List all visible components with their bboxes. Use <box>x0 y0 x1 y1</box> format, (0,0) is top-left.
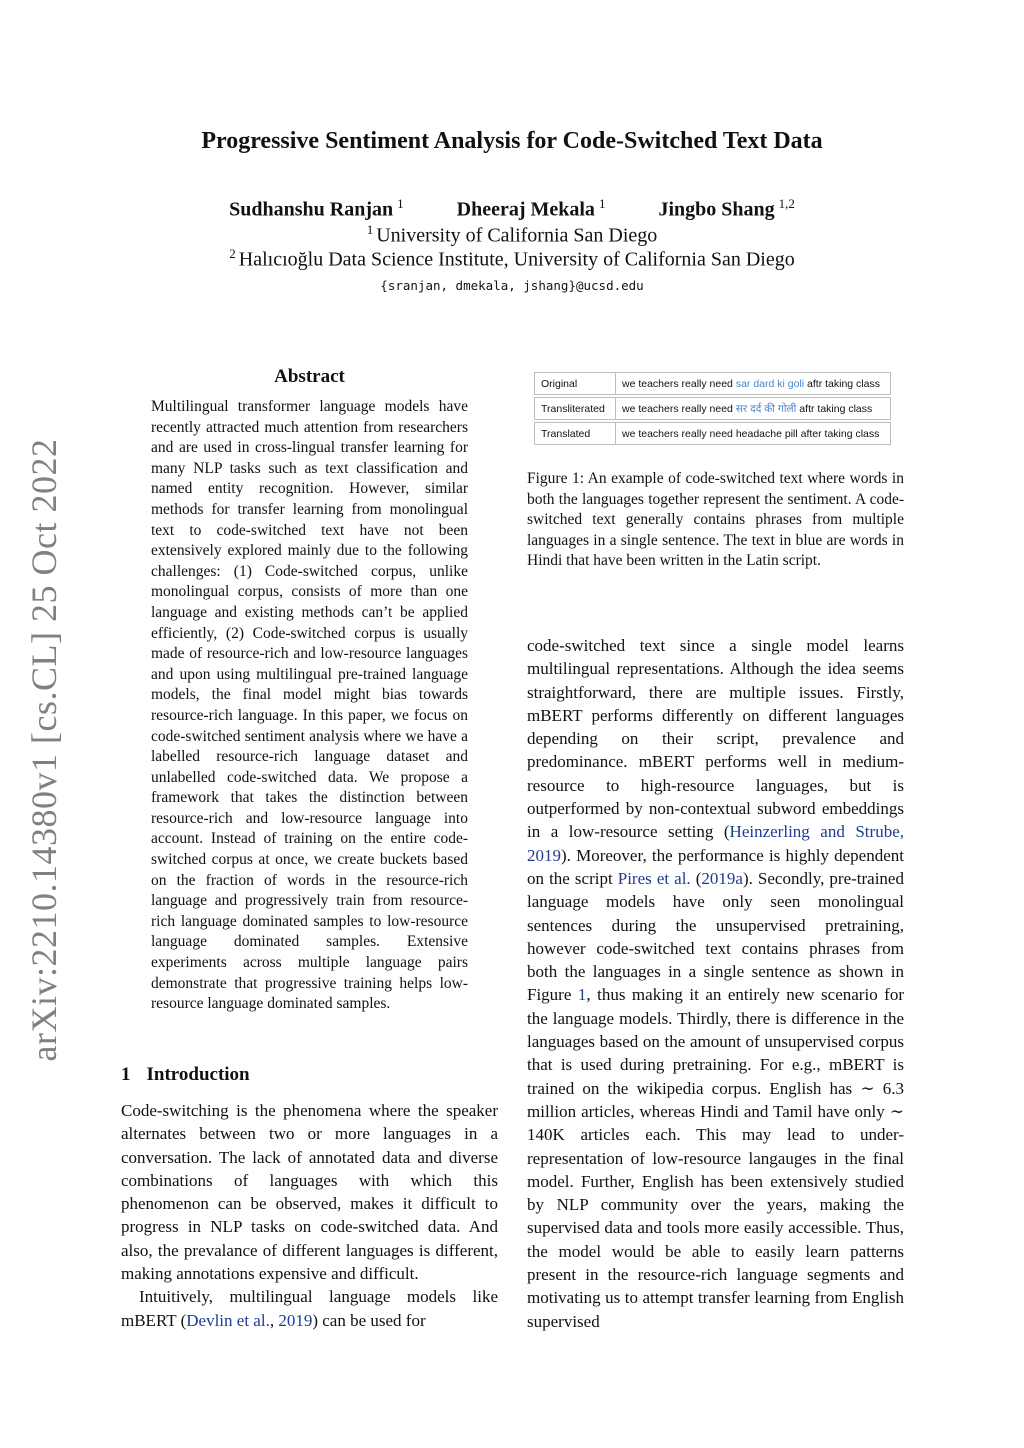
hindi-phrase: sar dard ki goli <box>735 377 805 390</box>
author-emails: {sranjan, dmekala, jshang}@ucsd.edu <box>380 278 644 293</box>
affiliation <box>0 246 1024 272</box>
citation-link[interactable]: Pires et al. <box>617 868 691 888</box>
body-paragraph <box>527 634 904 1333</box>
row-label: Transliterated <box>535 398 616 420</box>
citation-link[interactable]: Heinzerling and Strube, 2019 <box>527 822 904 865</box>
text-span: Intuitively, multilingual language models like mBERT ( <box>121 1287 498 1330</box>
section-heading <box>121 1064 250 1086</box>
table-row <box>535 423 891 445</box>
arxiv-sidebar <box>14 250 74 1250</box>
section-title: Introduction <box>146 1064 250 1085</box>
text-span: , <box>269 1310 279 1330</box>
author-name: Sudhanshu Ranjan <box>229 198 394 221</box>
text-span: , thus making it an entirely new scenario for the language models. Thirdly, there is difference in the languages based on the amount of unsupervised corpus that is used during pretraining. For e.g., mBERT is trained on the wikipedia corpus. English has ∼ 6.3 million articles, whereas Hindi and Tamil have only ∼ 140K articles each. This may lead to under-representation of low-resource langauges in the final model. Further, English has been extensively studied by NLP community over the years, making the supervised data and tools more easily accessible. Thus, the model would be able to easily learn patterns present in the resource-rich language segments and motivating us to attempt transfer learning from English supervised <box>527 985 904 1331</box>
figure-1-caption: Figure 1: An example of code-switched text where words in both the languages together represent the sentiment. A code-switched text generally contains phrases from multiple languages in a single sentence. The text in blue are words in Hindi that have been written in the Latin script. <box>527 470 904 570</box>
abstract-text: Multilingual transformer language models have recently attracted much attention from researchers and are used in cross-lingual transfer learning for many NLP tasks such as text classification and named entity recognition. However, similar methods for transfer learning from monolingual text to code-switched text have not been extensively explored mainly due to the following challenges: (1) Code-switched corpus, unlike monolingual corpus, consists of more than one language and existing methods can’t be applied efficiently, (2) Code-switched corpus is usually made of resource-rich and low-resource languages and upon using multilingual pre-trained language models, the final model might bias towards resource-rich language. In this paper, we focus on code-switched sentiment analysis where we have a labelled resource-rich language dataset and unlabelled code-switched data. We propose a framework that takes the distinction between resource-rich and low-resource language into account. Instead of training on the entire code-switched corpus at once, we create buckets based on the fraction of words in the resource-rich language and progressively train from resource-rich language dominated samples to low-resource language dominated samples. Extensive experiments across multiple language pairs demonstrate that progressive training helps low-resource language dominated samples. <box>151 398 468 1013</box>
citation-link[interactable]: 2019a <box>701 868 743 888</box>
row-label: Original <box>535 373 616 395</box>
citation-link[interactable]: Devlin et al. <box>186 1310 270 1330</box>
figure-reference-link[interactable]: 1 <box>577 985 587 1005</box>
row-label: Translated <box>535 423 616 445</box>
intro-left-column <box>121 1099 498 1332</box>
affiliation-text: University of California San Diego <box>376 224 658 247</box>
abstract-heading: Abstract <box>274 366 345 387</box>
intro-right-column <box>527 634 904 1333</box>
row-text <box>616 373 891 395</box>
author-affiliation-mark: 1 <box>598 196 606 211</box>
author-list <box>0 196 1024 222</box>
paper-title: Progressive Sentiment Analysis for Code-Switched Text Data <box>201 128 823 154</box>
table-row <box>535 373 891 395</box>
author-affiliation-mark: 1,2 <box>778 196 795 211</box>
author <box>658 196 794 222</box>
intro-paragraph <box>121 1285 498 1332</box>
author-affiliation-mark: 1 <box>397 196 404 211</box>
affiliation-text: Halıcıoğlu Data Science Institute, University of California San Diego <box>238 248 795 271</box>
author <box>457 196 606 222</box>
affiliation-mark: 1 <box>366 222 374 237</box>
affiliation-mark: 2 <box>229 246 236 261</box>
table-row <box>535 398 891 420</box>
text-span: we teachers really need <box>622 402 736 415</box>
intro-paragraph: Code-switching is the phenomena where the speaker alternates between two or more languages in a conversation. The lack of annotated data and diverse combinations of languages with which this phenomenon can be observed, makes it difficult to progress in NLP tasks on code-switched data. And also, the prevalance of different languages is different, making annotations expensive and difficult. <box>121 1101 498 1284</box>
text-span: aftr taking class <box>796 402 873 415</box>
text-span: code-switched text since a single model learns multilingual representations. Although the idea seems straightforward, there are multiple issues. Firstly, mBERT performs differently on different languages depending on their script, prevalence and predominance. mBERT performs well in medium-resource to high-resource languages, but is outperformed by non-contextual subword embeddings in a low-resource setting ( <box>527 636 904 842</box>
citation-link[interactable]: 2019 <box>278 1310 313 1330</box>
text-span: ) can be used for <box>312 1310 426 1330</box>
text-span: ). Moreover, the performance is highly dependent on the script <box>527 845 904 888</box>
row-text <box>616 398 891 420</box>
arxiv-id: arXiv:2210.14380v1 [cs.CL] 25 Oct 2022 <box>24 438 64 1062</box>
section-number: 1 <box>121 1064 131 1085</box>
text-span: we teachers really need <box>622 377 736 390</box>
hindi-phrase: सर दर्द की गोली <box>735 402 797 415</box>
figure-1-table <box>534 372 891 445</box>
row-text <box>616 423 891 445</box>
text-span: ( <box>690 868 702 888</box>
author <box>229 196 404 222</box>
author-name: Dheeraj Mekala <box>456 198 595 221</box>
text-span: ). Secondly, pre-trained language models have only seen monolingual sentences during the unsupervised pretraining, however code-switched text contains phrases from both the languages in a single sentence as shown in Figure <box>527 868 904 1005</box>
affiliation <box>0 222 1024 248</box>
author-name: Jingbo Shang <box>658 198 775 221</box>
text-span: we teachers really need headache pill after taking class <box>622 427 880 440</box>
text-span: aftr taking class <box>804 377 880 390</box>
